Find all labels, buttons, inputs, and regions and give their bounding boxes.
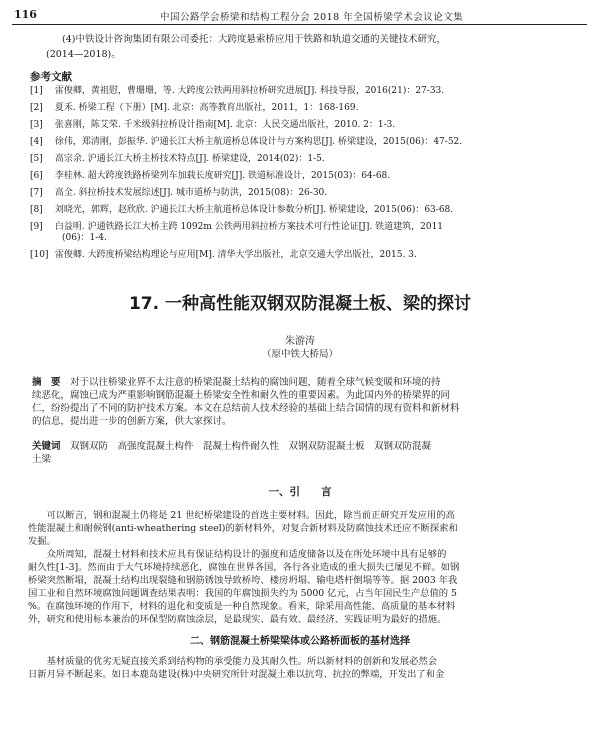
reference-item xyxy=(30,205,453,216)
reference-text: 张喜刚，陈艾荣. 千米级斜拉桥设计指南[M]. 北京：人民交通出版社，2010. 2：1-3. xyxy=(54,120,396,130)
reference-number: [6] xyxy=(30,171,43,181)
abstract-label: 摘 要 xyxy=(32,377,61,388)
body-line: 基材质量的优劣无疑直接关系到结构物的承受能力及其耐久性。所以新材料的创新和发展必然会 xyxy=(46,656,438,667)
reference-text: 雷俊卿，黄祖慰，曹珊珊，等. 大跨度公铁两用斜拉桥研究进展[J]. 科技导报，2016(21)：27-33. xyxy=(54,86,445,96)
abstract-line: 的信息，提出进一步的创新方案，供大家探讨。 xyxy=(32,416,232,427)
running-title: 中国公路学会桥梁和结构工程分会 2018 年全国桥梁学术会议论文集 xyxy=(160,12,464,23)
body-line: 可以断言，钢和混凝土仍将是 21 世纪桥梁建设的首选主要材料。因此，除当前正研究开发应用的高 xyxy=(46,510,455,521)
running-header xyxy=(0,4,600,24)
body-line: 外，研究和使用标本兼治的环保型防腐蚀涂层，是最现实、最有效、最经济、实践证明为最好的措施。 xyxy=(28,614,447,625)
reference-number: [7] xyxy=(30,188,43,198)
reference-number: [5] xyxy=(30,154,43,164)
reference-number: [10] xyxy=(30,250,49,260)
article-affiliation: （原中铁大桥局） xyxy=(261,349,338,360)
keywords xyxy=(32,440,567,466)
body-line: 耐久性[1-3]。然而由于大气环境持续恶化，腐蚀在世界各国，各行各业造成的重大损失已屡见不鲜。如钢 xyxy=(28,562,460,573)
abstract-line: 续恶化，腐蚀已成为严重影响钢筋混凝土桥梁安全性和耐久性的重要因素。为此国内外的桥梁界的同 xyxy=(32,390,451,401)
abstract-line: 仁，纷纷提出了不同的防护技术方案。本文在总结前人技术经验的基础上结合国情的现有资料和新材料 xyxy=(32,403,460,414)
reference-number: [4] xyxy=(30,137,43,147)
section-body-materials xyxy=(28,655,576,681)
body-line: 发掘。 xyxy=(28,536,56,547)
body-line: 众所周知，混凝土材料和技术应具有保证结构设计的强度和适度储备以及在所处环境中具有足够的 xyxy=(46,549,447,560)
reference-text: 夏禾. 桥梁工程（下册）[M]. 北京：高等教育出版社，2011，1：168-169. xyxy=(54,103,359,113)
reference-item xyxy=(30,86,444,97)
reference-text: 高全. 斜拉桥技术发展综述[J]. 城市道桥与防洪，2015(08)：26-30. xyxy=(54,188,328,198)
body-line: %。在腐蚀环境的作用下，材料的退化和变质是一种自然现象。看来，除采用高性能、高质量的基本材料 xyxy=(28,601,456,612)
reference-number: [2] xyxy=(30,103,43,113)
reference-item xyxy=(30,103,358,114)
reference-text-cont: (06)：1-4. xyxy=(62,233,107,243)
funding-line-cont: (2014—2018)。 xyxy=(46,49,121,60)
body-line: 日新月异不断起来。如日本鹿岛建设(株)中央研究所针对混凝土难以抗弯、抗拉的弊端，开发出了和金 xyxy=(28,669,445,680)
reference-item xyxy=(30,188,327,199)
header-rule xyxy=(12,24,587,25)
keywords-label: 关键词 xyxy=(32,441,61,452)
page-number: 116 xyxy=(14,8,37,21)
reference-number: [8] xyxy=(30,205,43,215)
abstract xyxy=(32,376,567,428)
reference-item xyxy=(30,137,462,148)
body-line: 国工业和自然环境腐蚀问题调查结果表明：我国的年腐蚀损失约为 5000 亿元，占当年国民生产总值的 5 xyxy=(28,588,457,599)
reference-item xyxy=(30,171,390,182)
reference-text: 白益明. 沪通铁路长江大桥主跨 1092m 公铁两用斜拉桥方案技术可行性论证[J]. 铁道建筑，2011 xyxy=(54,222,444,232)
reference-number: [9] xyxy=(30,222,43,232)
section-body-intro xyxy=(28,509,576,626)
reference-number: [1] xyxy=(30,86,43,96)
article-title: 17. 一种高性能双钢双防混凝土板、梁的探讨 xyxy=(128,294,472,314)
body-line: 性能混凝土和耐候钢(anti-wheathering steel)的新材料外，对复合新材料及防腐蚀技术还应不断探索和 xyxy=(28,523,458,534)
abstract-line: 对于以往桥梁业界不太注意的桥梁混凝土结构的腐蚀问题，随着全球气候变暖和环境的持 xyxy=(70,377,441,388)
reference-text: 高宗余. 沪通长江大桥主桥技术特点[J]. 桥梁建设，2014(02)：1-5. xyxy=(54,154,325,164)
reference-item xyxy=(30,250,417,261)
reference-item xyxy=(30,120,395,131)
keywords-line: 双钢双防 高强度混凝土构件 混凝土构件耐久性 双钢双防混凝土板 双钢双防混凝 xyxy=(70,441,432,452)
reference-number: [3] xyxy=(30,120,43,130)
reference-text: 雷俊卿. 大跨度桥梁结构理论与应用[M]. 清华大学出版社，北京交通大学出版社，2015. 3. xyxy=(54,250,417,260)
keywords-line: 土梁 xyxy=(32,454,52,465)
funding-line: (4)中铁设计咨询集团有限公司委托：大跨度悬索桥应用于铁路和轨道交通的关键技术研究， xyxy=(62,34,446,45)
reference-text: 徐伟，郑清刚，彭振华. 沪通长江大桥主航道桥总体设计与方案构思[J]. 桥梁建设，2015(06)：47-52. xyxy=(54,137,463,147)
reference-item xyxy=(30,222,443,244)
reference-item xyxy=(30,154,325,165)
section-heading-intro: 一、引 言 xyxy=(268,486,332,498)
body-line: 桥梁突然断塌，混凝土结构出现裂缝和钢筋锈蚀导致桥垮、楼房坍塌、输电塔杆倒塌等等。据 2003 年我 xyxy=(28,575,458,586)
article-author: 朱游涛 xyxy=(285,336,315,347)
section-heading-materials: 二、钢筋混凝土桥梁梁体或公路桥面板的基材选择 xyxy=(190,636,410,647)
reference-text: 李桂林. 超大跨度铁路桥梁列车加载长度研究[J]. 铁道标准设计，2015(03)：64-68. xyxy=(54,171,391,181)
references-heading: 参考文献 xyxy=(30,71,72,83)
reference-text: 刘晓光，郭辉，赵欣欣. 沪通长江大桥主航道桥总体设计参数分析[J]. 桥梁建设，2015(06)：63-68. xyxy=(54,205,454,215)
